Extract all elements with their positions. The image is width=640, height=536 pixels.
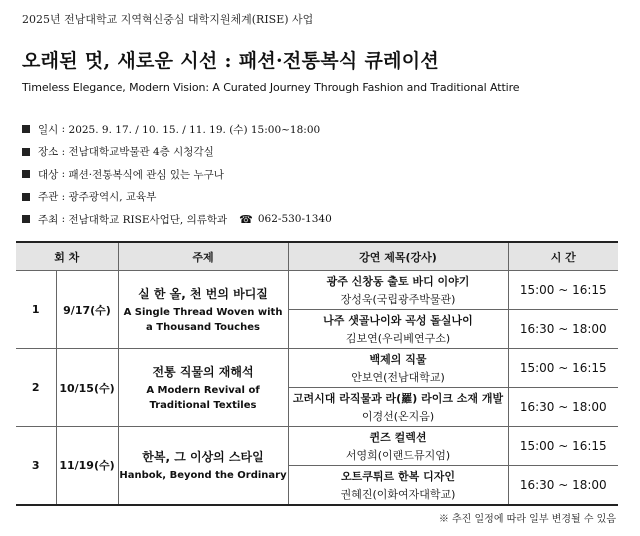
session-date: 10/15(수) — [56, 349, 118, 427]
info-list — [22, 118, 332, 231]
table-row — [16, 349, 618, 388]
info-item-datetime: 일시 : 2025. 9. 17. / 10. 15. / 11. 19. (수) 15:00~18:00 — [22, 118, 332, 141]
lecture-time: 15:00 ~ 16:15 — [508, 271, 618, 310]
topic-english: A Single Thread Woven with a Thousand Touches — [123, 306, 283, 333]
kicker-text: 2025년 전남대학교 지역혁신중심 대학지원체계(RISE) 사업 — [22, 13, 314, 26]
info-item-audience: 대상 : 패션·전통복식에 관심 있는 누구나 — [22, 163, 332, 186]
phone-number: 062-530-1340 — [257, 213, 332, 226]
info-item-venue: 장소 : 전남대학교박물관 4층 시청각실 — [22, 141, 332, 164]
lecture-time: 15:00 ~ 16:15 — [508, 349, 618, 388]
info-item-host: 주최 : 전남대학교 RISE사업단, 의류학과 ☎ 062-530-1340 — [22, 208, 332, 231]
info-label: 대상 — [38, 168, 59, 181]
lecture-cell — [288, 271, 508, 310]
info-label: 주최 — [38, 213, 59, 226]
lecture-title: 고려시대 라직물과 라(羅) 라이크 소재 개발 — [292, 392, 504, 405]
session-number: 2 — [16, 349, 56, 427]
page-title: 오래된 멋, 새로운 시선 : 패션·전통복식 큐레이션 — [22, 50, 440, 72]
topic-korean: 실 한 올, 천 번의 바디질 — [138, 286, 268, 301]
lecture-time: 16:30 ~ 18:00 — [508, 388, 618, 427]
header-time: 시 간 — [508, 242, 618, 271]
square-bullet-icon — [22, 215, 30, 223]
header-topic: 주제 — [118, 242, 288, 271]
lecture-cell — [288, 427, 508, 466]
lecture-cell — [288, 466, 508, 505]
session-date: 11/19(수) — [56, 427, 118, 505]
lecture-title: 오트쿠튀르 한복 디자인 — [341, 469, 455, 483]
square-bullet-icon — [22, 148, 30, 156]
header-lecture: 강연 제목(강사) — [288, 242, 508, 271]
lecture-time: 15:00 ~ 16:15 — [508, 427, 618, 466]
schedule-table — [16, 241, 618, 506]
info-value: 2025. 9. 17. / 10. 15. / 11. 19. (수) 15:00~18:00 — [68, 123, 321, 136]
lecture-cell — [288, 310, 508, 349]
header-session: 회 차 — [16, 242, 118, 271]
table-row — [16, 427, 618, 466]
lecture-speaker: 서영희(이랜드뮤지엄) — [345, 449, 451, 462]
lecture-speaker: 장성욱(국립광주박물관) — [340, 293, 456, 306]
info-value: 패션·전통복식에 관심 있는 누구나 — [68, 168, 224, 181]
table-header-row — [16, 242, 618, 271]
session-date: 9/17(수) — [56, 271, 118, 349]
topic-korean: 한복, 그 이상의 스타일 — [142, 449, 264, 464]
info-label: 일시 — [38, 123, 59, 136]
square-bullet-icon — [22, 170, 30, 178]
info-value: 전남대학교박물관 4층 시청각실 — [68, 146, 214, 159]
footnote: ※ 추진 일정에 따라 일부 변경될 수 있음 — [438, 514, 616, 525]
lecture-title: 백제의 직물 — [369, 353, 427, 366]
square-bullet-icon — [22, 193, 30, 201]
lecture-title: 퀸즈 컬렉션 — [369, 431, 427, 444]
phone-icon: ☎ — [239, 212, 253, 226]
session-topic — [118, 427, 288, 505]
lecture-speaker: 안보연(전남대학교) — [351, 371, 445, 384]
lecture-time: 16:30 ~ 18:00 — [508, 466, 618, 505]
lecture-title: 광주 신창동 출토 바디 이야기 — [326, 275, 470, 288]
lecture-title: 나주 샛골나이와 곡성 돌실나이 — [323, 314, 473, 327]
page-subtitle: Timeless Elegance, Modern Vision: A Curated Journey Through Fashion and Traditional Attire — [22, 81, 520, 94]
info-value: 광주광역시, 교육부 — [68, 191, 157, 204]
info-label: 주관 — [38, 191, 59, 204]
info-item-organizer: 주관 : 광주광역시, 교육부 — [22, 186, 332, 209]
session-number: 3 — [16, 427, 56, 505]
topic-english: Hanbok, Beyond the Ordinary — [119, 469, 287, 481]
topic-korean: 전통 직물의 재해석 — [152, 364, 254, 379]
lecture-speaker: 이경선(온지음) — [361, 410, 435, 423]
lecture-cell — [288, 349, 508, 388]
lecture-speaker: 권혜진(이화여자대학교) — [340, 487, 456, 501]
lecture-speaker: 김보연(우리베연구소) — [345, 332, 451, 345]
topic-english: A Modern Revival of Traditional Textiles — [146, 384, 260, 411]
session-topic — [118, 349, 288, 427]
session-topic — [118, 271, 288, 349]
lecture-cell — [288, 388, 508, 427]
session-number: 1 — [16, 271, 56, 349]
lecture-time: 16:30 ~ 18:00 — [508, 310, 618, 349]
table-row — [16, 271, 618, 310]
square-bullet-icon — [22, 125, 30, 133]
info-value: 전남대학교 RISE사업단, 의류학과 — [68, 213, 228, 226]
info-label: 장소 — [38, 146, 59, 159]
